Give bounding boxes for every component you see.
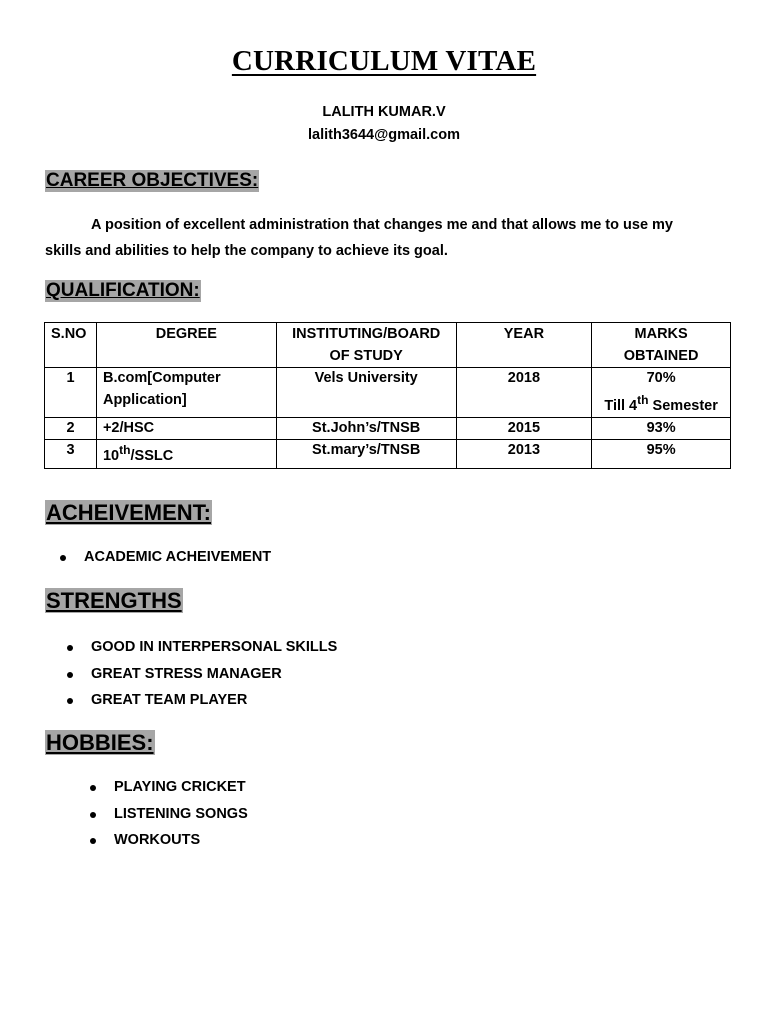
cell-sno: 1: [45, 368, 97, 418]
list-item-text: GREAT TEAM PLAYER: [91, 692, 248, 708]
bullet-icon: [67, 698, 73, 704]
col-header-year: YEAR: [456, 323, 592, 368]
cell-year: 2013: [456, 440, 592, 468]
cell-year: 2015: [456, 417, 592, 440]
cell-board: Vels University: [276, 368, 456, 418]
degree-line-2: Application]: [102, 391, 187, 408]
table-header-row: [45, 323, 731, 368]
list-item-text: ACADEMIC ACHEIVEMENT: [84, 549, 272, 565]
bullet-icon: [90, 838, 96, 844]
page-title: [0, 45, 768, 78]
cell-marks: [592, 368, 731, 418]
table-row: [45, 368, 731, 418]
degree-sup: th: [119, 443, 131, 458]
bullet-icon: [67, 645, 73, 651]
list-item: [90, 827, 248, 854]
bullet-icon: [90, 812, 96, 818]
degree-line-1: B.com[Computer: [102, 370, 221, 386]
title-text: CURRICULUM VITAE: [231, 45, 537, 77]
table-row: [45, 417, 731, 440]
list-item-text: PLAYING CRICKET: [114, 779, 246, 795]
list-item: [67, 687, 337, 714]
career-objectives-heading: CAREER OBJECTIVES:: [46, 170, 259, 191]
cell-sno: 2: [45, 417, 97, 440]
objective-line-2: skills and abilities to help the company to achieve its goal.: [45, 243, 448, 259]
achievement-list: [60, 544, 271, 571]
cell-board: St.John’s/TNSB: [276, 417, 456, 440]
cell-marks: 93%: [592, 417, 731, 440]
list-item: [60, 544, 271, 571]
list-item: [67, 634, 337, 661]
board-header-line-2: OF STUDY: [329, 347, 403, 364]
cell-degree: [96, 440, 276, 468]
list-item-text: GREAT STRESS MANAGER: [91, 665, 282, 682]
career-objective-text: [45, 212, 725, 264]
marks-header-line-2: OBTAINED: [623, 347, 699, 364]
list-item: [67, 661, 337, 688]
candidate-email: lalith3644@gmail.com: [308, 127, 460, 143]
table-row: [45, 440, 731, 468]
cell-board: St.mary’s/TNSB: [276, 440, 456, 468]
degree-pre: 10: [102, 448, 120, 465]
achievement-heading: ACHEIVEMENT:: [46, 500, 212, 525]
qualification-table: [44, 322, 731, 469]
qualification-heading: QUALIFICATION:: [46, 280, 200, 301]
marks-sup: th: [637, 392, 649, 407]
list-item-text: WORKOUTS: [114, 832, 201, 848]
bullet-icon: [67, 672, 73, 678]
list-item-text: LISTENING SONGS: [114, 805, 248, 822]
cell-year: 2018: [456, 368, 592, 418]
marks-pre: Till 4: [604, 397, 638, 414]
degree-post: /SSLC: [130, 448, 174, 465]
bullet-icon: [90, 785, 96, 791]
board-header-line-1: INSTITUTING/BOARD: [292, 326, 441, 342]
marks-line-1: 70%: [646, 370, 676, 386]
hobbies-heading: HOBBIES:: [46, 730, 154, 755]
strengths-heading: STRENGTHS: [46, 588, 182, 613]
cell-degree: +2/HSC: [96, 417, 276, 440]
col-header-marks: [592, 323, 731, 368]
bullet-icon: [60, 555, 66, 561]
objective-line-1: A position of excellent administration that changes me and that allows me to use my: [91, 217, 673, 233]
list-item: [90, 801, 248, 828]
cell-marks: 95%: [592, 440, 731, 468]
cell-degree: [96, 368, 276, 418]
marks-header-line-1: MARKS: [634, 326, 688, 342]
candidate-name: LALITH KUMAR.V: [322, 104, 446, 120]
marks-post: Semester: [648, 397, 718, 414]
list-item-text: GOOD IN INTERPERSONAL SKILLS: [91, 639, 338, 655]
col-header-degree: DEGREE: [96, 323, 276, 368]
list-item: [90, 774, 248, 801]
strengths-list: [67, 634, 337, 714]
cell-sno: 3: [45, 440, 97, 468]
col-header-board: [276, 323, 456, 368]
hobbies-list: [90, 774, 248, 854]
col-header-sno: S.NO: [45, 323, 97, 368]
